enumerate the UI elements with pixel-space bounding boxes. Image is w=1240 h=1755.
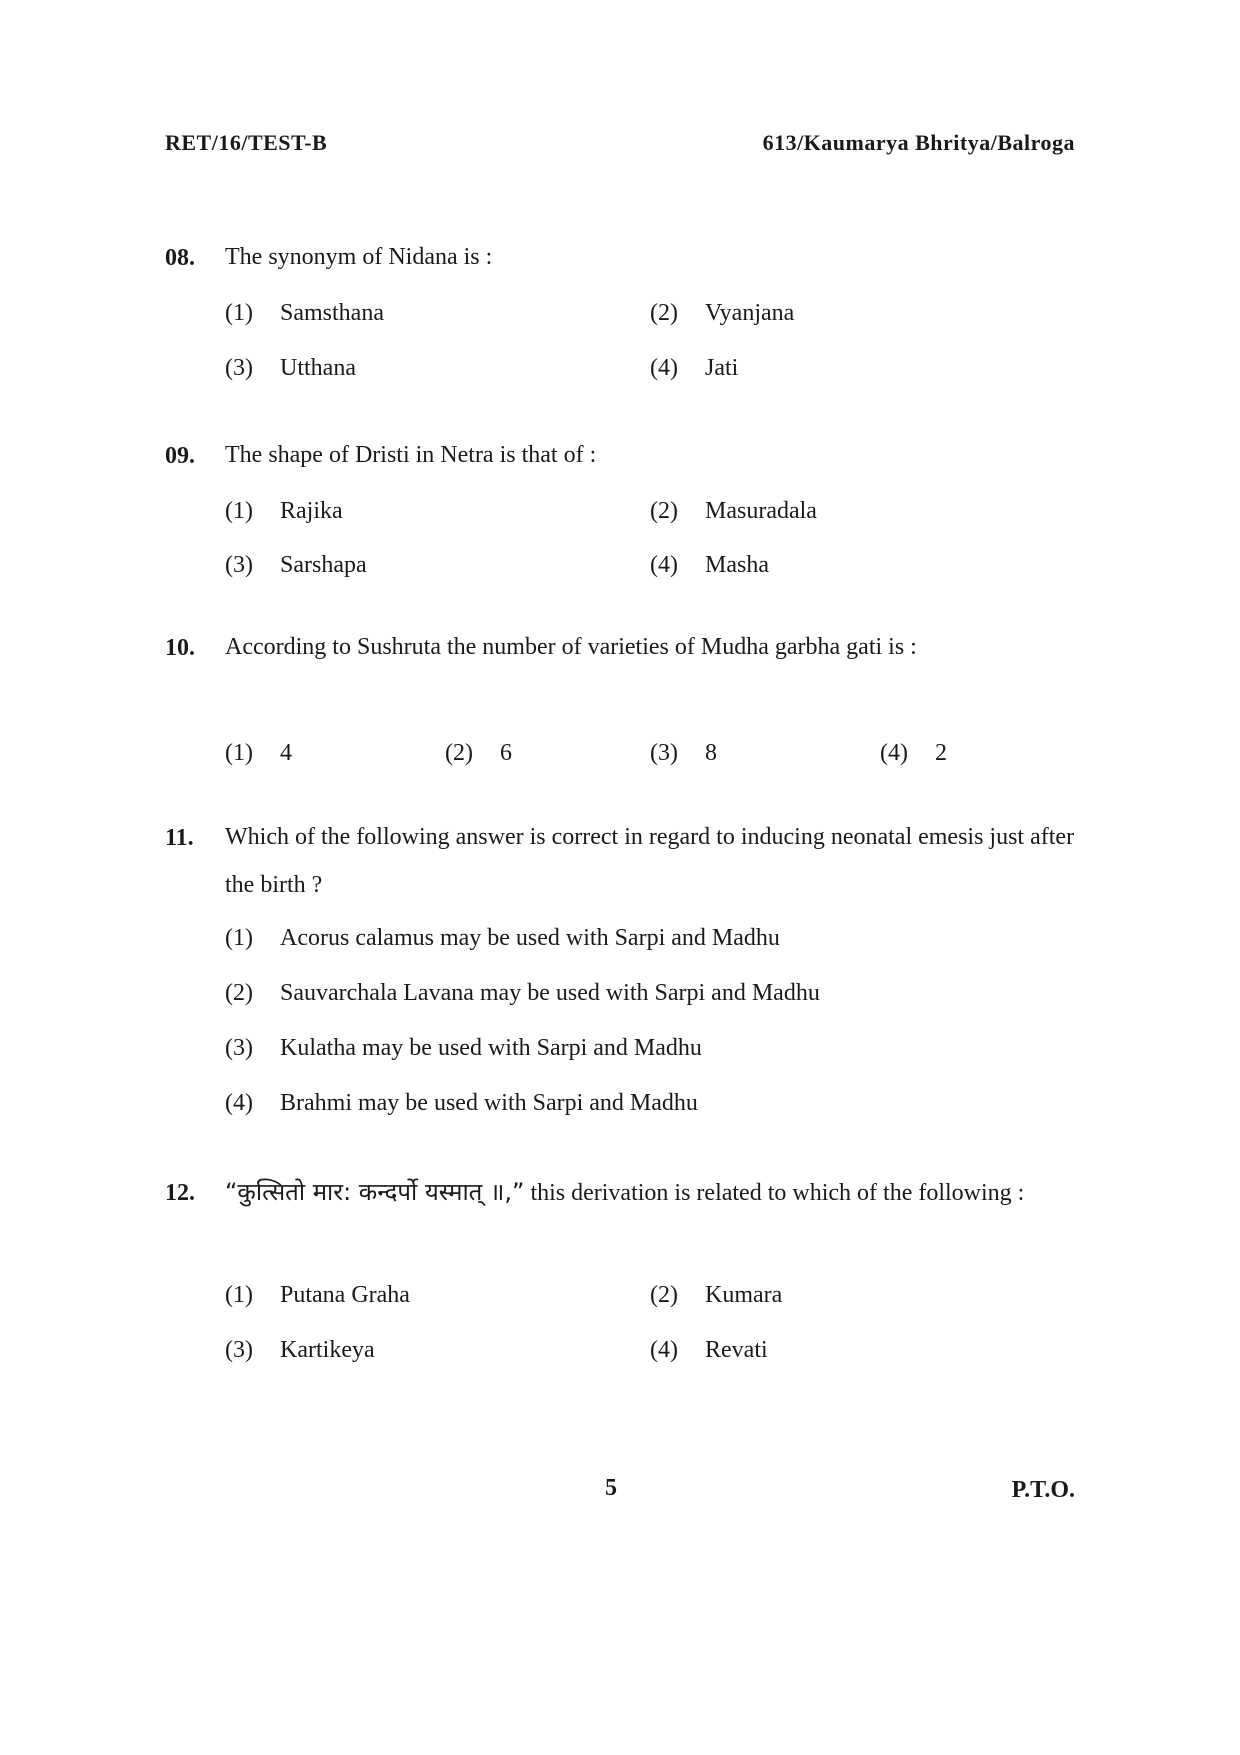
- option: [650, 552, 769, 579]
- option: [225, 1282, 410, 1309]
- option-number: (2): [445, 740, 473, 766]
- option: [225, 355, 356, 382]
- option-number: (2): [650, 300, 678, 326]
- option: [650, 300, 794, 327]
- pto-label: P.T.O.: [1011, 1477, 1075, 1503]
- option: [225, 980, 820, 1007]
- option-text: Utthana: [280, 355, 356, 381]
- question-text: Which of the following answer is correct in regard to inducing neonatal emesis just after the birth ?: [225, 824, 1075, 898]
- option: [225, 498, 343, 525]
- test-code: RET/16/TEST-B: [165, 130, 328, 155]
- option: [225, 925, 780, 952]
- option: [225, 1090, 698, 1117]
- question-text-english: this derivation is related to which of the following :: [530, 1180, 1025, 1206]
- option-text: Masha: [705, 552, 769, 578]
- option-text: 2: [935, 740, 947, 766]
- option: [650, 498, 817, 525]
- option-text: Putana Graha: [280, 1282, 410, 1308]
- option-number: (1): [225, 300, 253, 326]
- option-number: (1): [225, 925, 253, 951]
- option-text: Kulatha may be used with Sarpi and Madhu: [280, 1035, 702, 1061]
- question-number: 09.: [165, 443, 195, 469]
- question-number: 08.: [165, 245, 195, 271]
- sanskrit-quote: “कुत्सितो मार: कन्दर्पो यस्मात् ॥,”: [225, 1178, 525, 1206]
- question-number: 11.: [165, 825, 194, 851]
- option-number: (3): [225, 1035, 253, 1061]
- option-text: Sauvarchala Lavana may be used with Sarpi and Madhu: [280, 980, 820, 1006]
- option-number: (3): [650, 740, 678, 766]
- option: [225, 1035, 702, 1062]
- option-text: 8: [705, 740, 717, 766]
- option-number: (3): [225, 355, 253, 381]
- option: [650, 740, 717, 767]
- option-text: Acorus calamus may be used with Sarpi and Madhu: [280, 925, 780, 951]
- question-text: According to Sushruta the number of varieties of Mudha garbha gati is :: [225, 634, 917, 660]
- option: [225, 300, 384, 327]
- option: [650, 355, 738, 382]
- question-number: 12.: [165, 1180, 195, 1206]
- option-text: Sarshapa: [280, 552, 367, 578]
- option: [445, 740, 512, 767]
- question-text: The shape of Dristi in Netra is that of :: [225, 442, 597, 468]
- option-text: Samsthana: [280, 300, 384, 326]
- option: [225, 552, 367, 579]
- option-number: (1): [225, 498, 253, 524]
- option-number: (1): [225, 1282, 253, 1308]
- option-text: 6: [500, 740, 512, 766]
- page-number: 5: [605, 1475, 617, 1501]
- option-text: Brahmi may be used with Sarpi and Madhu: [280, 1090, 698, 1116]
- option-number: (4): [880, 740, 908, 766]
- option-text: Vyanjana: [705, 300, 795, 326]
- option-number: (3): [225, 552, 253, 578]
- option-text: Rajika: [280, 498, 343, 524]
- option-text: Jati: [705, 355, 739, 381]
- option: [880, 740, 947, 767]
- option-number: (1): [225, 740, 253, 766]
- question-text: [225, 1168, 1075, 1217]
- option: [650, 1282, 782, 1309]
- option-number: (2): [650, 498, 678, 524]
- option-text: Masuradala: [705, 498, 817, 524]
- question-number: 10.: [165, 635, 195, 661]
- option: [225, 1337, 375, 1364]
- question-text: The synonym of Nidana is :: [225, 244, 493, 270]
- option-number: (3): [225, 1337, 253, 1363]
- option: [225, 740, 292, 767]
- option-text: 4: [280, 740, 292, 766]
- subject-code: 613/Kaumarya Bhritya/Balroga: [762, 130, 1075, 155]
- option-number: (4): [225, 1090, 253, 1116]
- option-number: (4): [650, 1337, 678, 1363]
- option: [650, 1337, 768, 1364]
- option-text: Kartikeya: [280, 1337, 375, 1363]
- option-number: (2): [225, 980, 253, 1006]
- option-text: Revati: [705, 1337, 768, 1363]
- option-number: (2): [650, 1282, 678, 1308]
- option-text: Kumara: [705, 1282, 783, 1308]
- option-number: (4): [650, 552, 678, 578]
- option-number: (4): [650, 355, 678, 381]
